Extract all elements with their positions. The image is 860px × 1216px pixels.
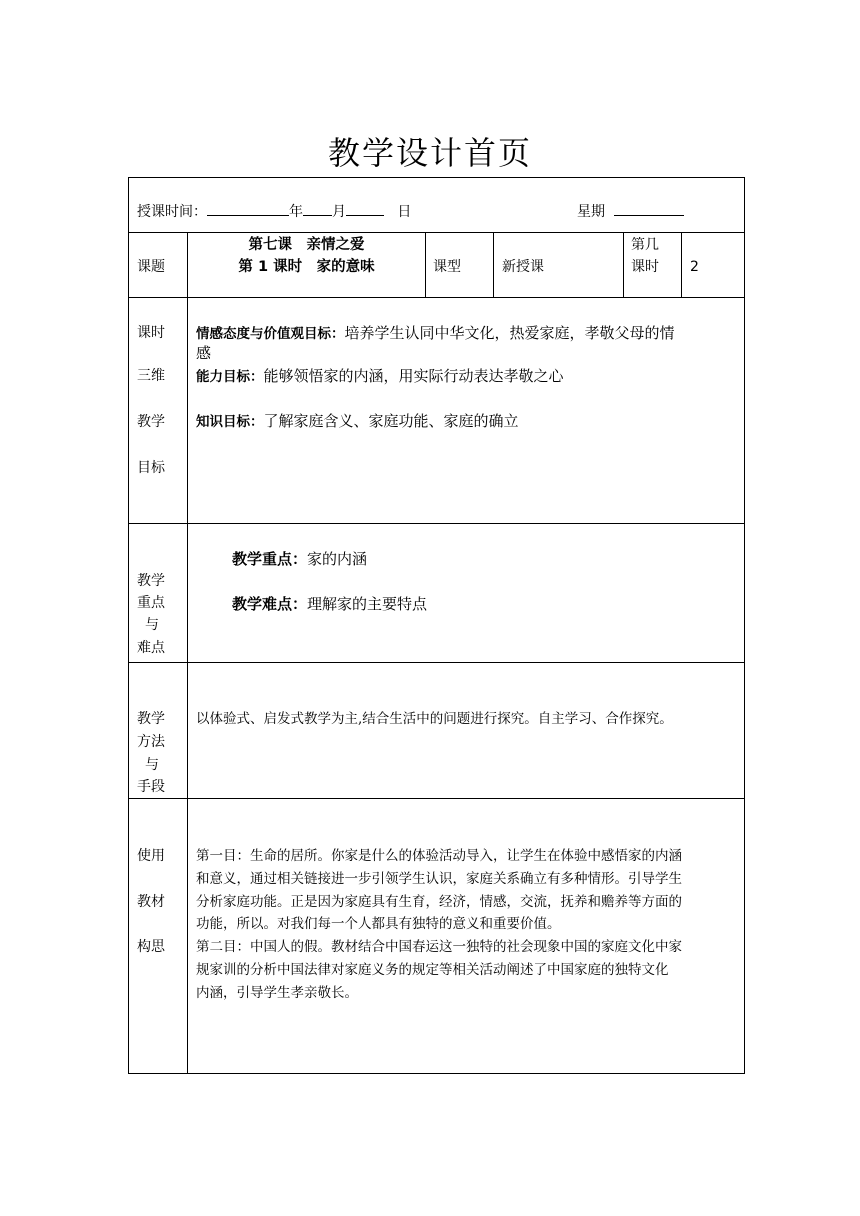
keypoints-label-3: 与 <box>145 617 159 633</box>
keypoints-label-2: 重点 <box>137 595 165 611</box>
month-blank[interactable] <box>303 201 332 216</box>
lesson-row-divider <box>493 232 494 297</box>
methods-label-1: 教学 <box>137 711 165 727</box>
lesson-label: 课题 <box>137 259 165 275</box>
textbook-label-3: 构思 <box>137 939 165 955</box>
textbook-label-2: 教材 <box>137 894 165 910</box>
type-value: 新授课 <box>502 259 544 275</box>
teaching-difficulty <box>232 593 427 616</box>
textbook-line-5: 第二目：中国人的假。教材结合中国春运这一独特的社会现象中国的家庭文化中家 <box>196 939 682 955</box>
teaching-focus-text: 家的内涵 <box>307 550 368 568</box>
weekday-label: 星期 <box>577 204 605 220</box>
objective-knowledge <box>196 410 519 433</box>
lesson-title: 第七课 亲情之爱 <box>248 237 365 253</box>
teaching-difficulty-head: 教学难点： <box>232 595 308 613</box>
type-label: 课型 <box>433 259 461 275</box>
objective-knowledge-text: 了解家庭含义、家庭功能、家庭的确立 <box>263 412 519 430</box>
teaching-focus-head: 教学重点： <box>232 550 308 568</box>
objective-ability <box>196 365 564 388</box>
lesson-row-divider <box>425 232 426 297</box>
lesson-row-divider <box>681 232 682 297</box>
row-divider <box>128 662 745 663</box>
objectives-label-3: 教学 <box>137 414 165 430</box>
objectives-label-2: 三维 <box>137 368 165 384</box>
period-value: 2 <box>690 259 699 275</box>
objective-ability-text: 能够领悟家的内涵，用实际行动表达孝敬之心 <box>263 367 564 385</box>
methods-label-4: 手段 <box>137 779 165 795</box>
date-row <box>137 201 411 223</box>
row-divider <box>128 798 745 799</box>
objective-knowledge-head: 知识目标： <box>196 414 264 430</box>
page-title: 教学设计首页 <box>327 134 532 172</box>
keypoints-label-1: 教学 <box>137 573 165 589</box>
methods-label-2: 方法 <box>137 734 165 750</box>
objective-emotion <box>196 322 675 345</box>
period-label-2: 课时 <box>631 259 659 275</box>
textbook-line-2: 和意义，通过相关链接进一步引领学生认识，家庭关系确立有多种情形。引导学生 <box>196 871 682 887</box>
textbook-line-6: 规家训的分析中国法律对家庭义务的规定等相关活动阐述了中国家庭的独特文化 <box>196 962 669 978</box>
keypoints-label-4: 难点 <box>137 640 165 656</box>
row-divider <box>128 297 745 298</box>
objectives-label-4: 目标 <box>137 460 165 476</box>
period-label-1: 第几 <box>631 237 659 253</box>
weekday-row <box>577 201 684 223</box>
row-divider <box>128 232 745 233</box>
day-blank[interactable] <box>346 201 384 216</box>
day-label: 日 <box>397 204 412 220</box>
textbook-line-1: 第一目：生命的居所。你家是什么的体验活动导入，让学生在体验中感悟家的内涵 <box>196 848 682 864</box>
year-label: 年 <box>289 204 303 220</box>
objective-emotion-head: 情感态度与价值观目标： <box>196 326 345 342</box>
textbook-line-7: 内涵，引导学生孝亲敬长。 <box>196 985 358 1001</box>
month-label: 月 <box>332 204 346 220</box>
year-blank[interactable] <box>207 201 289 216</box>
lesson-subtitle: 第 1 课时 家的意味 <box>238 259 375 275</box>
textbook-line-3: 分析家庭功能。正是因为家庭具有生育，经济，情感，交流，抚养和赡养等方面的 <box>196 894 682 910</box>
objective-emotion-cont: 感 <box>196 344 212 362</box>
teaching-difficulty-text: 理解家的主要特点 <box>307 595 428 613</box>
methods-label-3: 与 <box>145 757 159 773</box>
objectives-label-1: 课时 <box>137 325 165 341</box>
textbook-line-4: 功能，所以。对我们每一个人都具有独特的意义和重要价值。 <box>196 916 561 932</box>
weekday-blank[interactable] <box>614 201 684 216</box>
objective-ability-head: 能力目标： <box>196 369 264 385</box>
teaching-focus <box>232 548 367 571</box>
label-column-divider <box>187 232 188 1074</box>
row-divider <box>128 523 745 524</box>
methods-text: 以体验式、启发式教学为主,结合生活中的问题进行探究。自主学习、合作探究。 <box>196 711 673 727</box>
textbook-label-1: 使用 <box>137 848 165 864</box>
date-label: 授课时间： <box>137 204 207 220</box>
lesson-row-divider <box>623 232 624 297</box>
objective-emotion-text: 培养学生认同中华文化，热爱家庭，孝敬父母的情 <box>344 324 675 342</box>
